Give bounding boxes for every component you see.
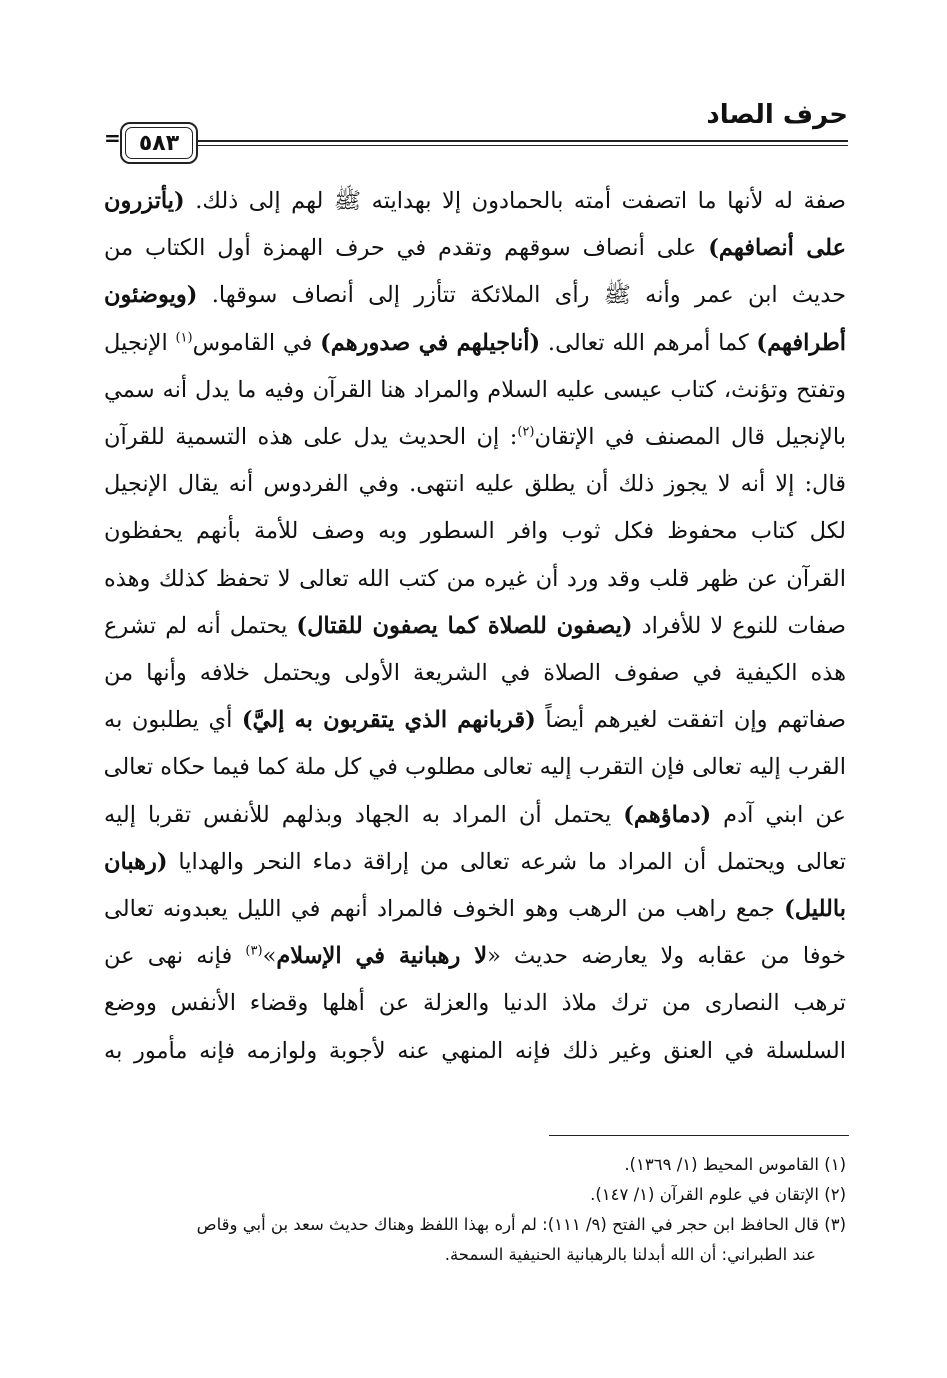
- text-line: [104, 178, 846, 225]
- text-run: حديث ابن عمر وأنه ﷺ رأى الملائكة تتأزر إلى أنصاف سوقها.: [197, 282, 846, 309]
- text-run: أي يطلبون به: [104, 707, 242, 734]
- quoted-phrase: (ويوضئون: [104, 282, 198, 309]
- text-run: كما أمرهم الله تعالى.: [540, 329, 757, 356]
- footnote-1: (١) القاموس المحيط (١/ ١٣٦٩).: [624, 1155, 846, 1174]
- text-line: [104, 414, 846, 461]
- footnote-2: (٢) الإتقان في علوم القرآن (١/ ١٤٧).: [590, 1185, 846, 1204]
- text-run: جمع راهب من الرهب وهو الخوف فالمراد أنهم في الليل يعبدونه تعالى: [104, 896, 785, 923]
- footnote-ref: (١): [175, 330, 193, 346]
- footnote-separator: [549, 1135, 849, 1136]
- text-run: خوفا من عقابه ولا يعارضه حديث «: [487, 943, 846, 970]
- text-run: يحتمل أنه لم تشرع: [104, 612, 297, 639]
- footnote-ref: (٢): [517, 424, 535, 440]
- text-run: عن ابني آدم: [711, 801, 846, 828]
- quoted-phrase: (قربانهم الذي يتقربون به إليَّ): [241, 707, 536, 734]
- text-line: [104, 461, 846, 508]
- text-run: وتفتح وتؤنث، كتاب عيسى عليه السلام والمراد هنا القرآن وفيه ما يدل أنه سمي: [104, 376, 846, 403]
- text-line: [104, 320, 846, 367]
- text-line: [104, 556, 846, 603]
- text-run: على أنصاف سوقهم وتقدم في حرف الهمزة أول الكتاب من: [104, 235, 709, 262]
- text-line: [104, 1028, 846, 1075]
- text-line: [104, 650, 846, 697]
- text-run: صفة له لأنها ما اتصفت أمته بالحمادون إلا بهدايته ﷺ لهم إلى ذلك.: [184, 188, 846, 214]
- chapter-title: حرف الصاد: [706, 100, 848, 130]
- text-run: هذه الكيفية في صفوف الصلاة في الشريعة الأولى ويحتمل خلافه وأنها من: [104, 660, 846, 687]
- header-rule-inner: [190, 145, 848, 146]
- text-line: [104, 272, 846, 319]
- text-line: [104, 839, 846, 886]
- text-run: صفاتهم وإن اتفقت لغيرهم أيضاً: [535, 707, 846, 734]
- text-line: [104, 792, 846, 839]
- page-number: ٥٨٣: [138, 130, 180, 156]
- text-run: القرب إليه تعالى فإن التقرب إليه تعالى مطلوب في كل ملة كما فيما حكاه تعالى: [104, 754, 846, 781]
- page-number-frame: [120, 122, 198, 164]
- page-number-mark: =: [104, 126, 121, 150]
- page-header: [98, 98, 850, 158]
- quoted-phrase: أطرافهم): [756, 329, 846, 356]
- footnotes: [104, 1150, 846, 1270]
- text-line: [104, 603, 846, 650]
- footnote-3: (٣) قال الحافظ ابن حجر في الفتح (٩/ ١١١): لم أره بهذا اللفظ وهناك حديث سعد بن أبي وقاص: [196, 1215, 846, 1234]
- quoted-phrase: لا رهبانية في الإسلام: [276, 943, 488, 970]
- text-line: [104, 886, 846, 933]
- quoted-phrase: (دماؤهم): [623, 801, 712, 828]
- text-line: [104, 980, 846, 1027]
- text-run: السلسلة في العنق وغير ذلك فإنه المنهي عنه لأجوبة ولوازمه فإنه مأمور به: [104, 1037, 846, 1064]
- footnote-3-continuation: عند الطبراني: أن الله أبدلنا بالرهبانية الحنيفية السمحة.: [444, 1245, 816, 1264]
- quoted-phrase: على أنصافهم): [708, 235, 846, 262]
- text-run: في القاموس: [192, 329, 321, 356]
- text-line: [104, 508, 846, 555]
- text-run: القرآن عن ظهر قلب وقد ورد أن غيره من كتب الله تعالى لا تحفظ كذلك وهذه: [104, 565, 846, 592]
- footnote-ref: (٣): [245, 943, 263, 959]
- text-run: قال: إلا أنه لا يجوز ذلك أن يطلق عليه انتهى. وفي الفردوس أنه يقال الإنجيل: [104, 471, 846, 498]
- text-run: : إن الحديث يدل على هذه التسمية للقرآن: [104, 424, 518, 451]
- text-run: بالإنجيل قال المصنف في الإتقان: [534, 424, 846, 451]
- text-run: لكل كتاب محفوظ فكل ثوب وافر السطور وبه وصف للأمة بأنهم يحفظون: [104, 518, 846, 545]
- quoted-phrase: (يأتزرون: [104, 188, 185, 214]
- text-line: [104, 225, 846, 272]
- text-line: [104, 697, 846, 744]
- header-rule: [190, 140, 848, 142]
- quoted-phrase: (رهبان: [104, 848, 168, 875]
- quoted-phrase: بالليل): [784, 896, 846, 923]
- text-run: ترهب النصارى من ترك ملاذ الدنيا والعزلة عن أهلها وقضاء الأنفس ووضع: [104, 990, 846, 1017]
- text-line: [104, 744, 846, 791]
- text-line: [104, 367, 846, 414]
- quoted-phrase: (يصفون للصلاة كما يصفون للقتال): [296, 612, 633, 639]
- text-run: تعالى ويحتمل أن المراد ما شرعه تعالى من إراقة دماء النحر والهدايا: [167, 848, 846, 875]
- body-text: [104, 178, 846, 1075]
- text-line: [104, 933, 846, 980]
- text-run: »: [262, 943, 277, 970]
- text-run: صفات للنوع لا للأفراد: [632, 612, 846, 639]
- text-run: الإنجيل: [104, 329, 176, 356]
- quoted-phrase: (أناجيلهم في صدورهم): [320, 329, 541, 356]
- text-run: يحتمل أن المراد به الجهاد وبذلهم للأنفس تقربا إليه: [104, 801, 624, 828]
- text-run: فإنه نهى عن: [104, 943, 246, 970]
